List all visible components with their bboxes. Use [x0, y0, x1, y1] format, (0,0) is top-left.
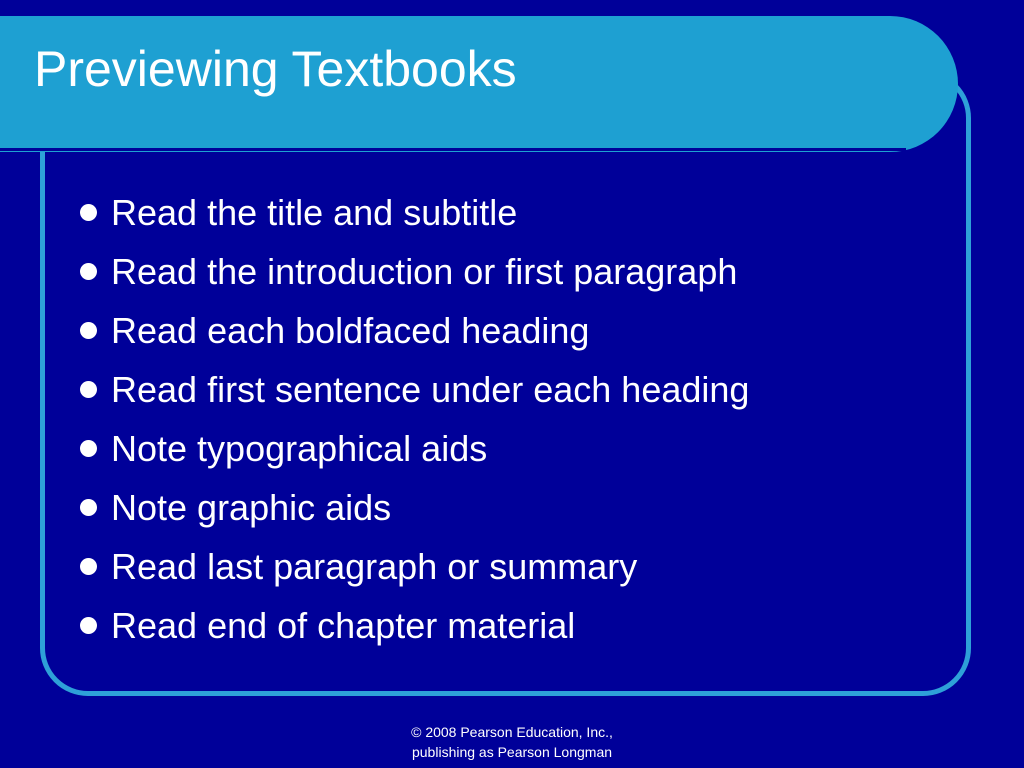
- bullet-text: Note typographical aids: [111, 427, 488, 469]
- bullet-list: [80, 183, 749, 655]
- bullet-dot-icon: [80, 617, 97, 634]
- bullet-dot-icon: [80, 381, 97, 398]
- footer-line: © 2008 Pearson Education, Inc.,: [411, 724, 613, 740]
- bullet-text: Read first sentence under each heading: [111, 368, 750, 410]
- bullet-item: [80, 360, 749, 419]
- bullet-dot-icon: [80, 440, 97, 457]
- slide-title: Previewing Textbooks: [34, 41, 517, 97]
- title-underline: [0, 148, 906, 151]
- bullet-dot-icon: [80, 499, 97, 516]
- bullet-text: Read the title and subtitle: [111, 191, 518, 233]
- bullet-text: Read end of chapter material: [111, 604, 576, 646]
- bullet-item: [80, 596, 749, 655]
- bullet-item: [80, 183, 749, 242]
- bullet-dot-icon: [80, 558, 97, 575]
- bullet-dot-icon: [80, 204, 97, 221]
- bullet-item: [80, 301, 749, 360]
- bullet-text: Read the introduction or first paragraph: [111, 250, 738, 292]
- bullet-dot-icon: [80, 322, 97, 339]
- footer-line: publishing as Pearson Longman: [411, 744, 613, 760]
- bullet-text: Note graphic aids: [111, 486, 392, 528]
- bullet-dot-icon: [80, 263, 97, 280]
- bullet-item: [80, 242, 749, 301]
- bullet-item: [80, 478, 749, 537]
- bullet-item: [80, 537, 749, 596]
- copyright-footer: [312, 722, 712, 762]
- bullet-text: Read each boldfaced heading: [111, 309, 590, 351]
- bullet-item: [80, 419, 749, 478]
- bullet-text: Read last paragraph or summary: [111, 545, 638, 587]
